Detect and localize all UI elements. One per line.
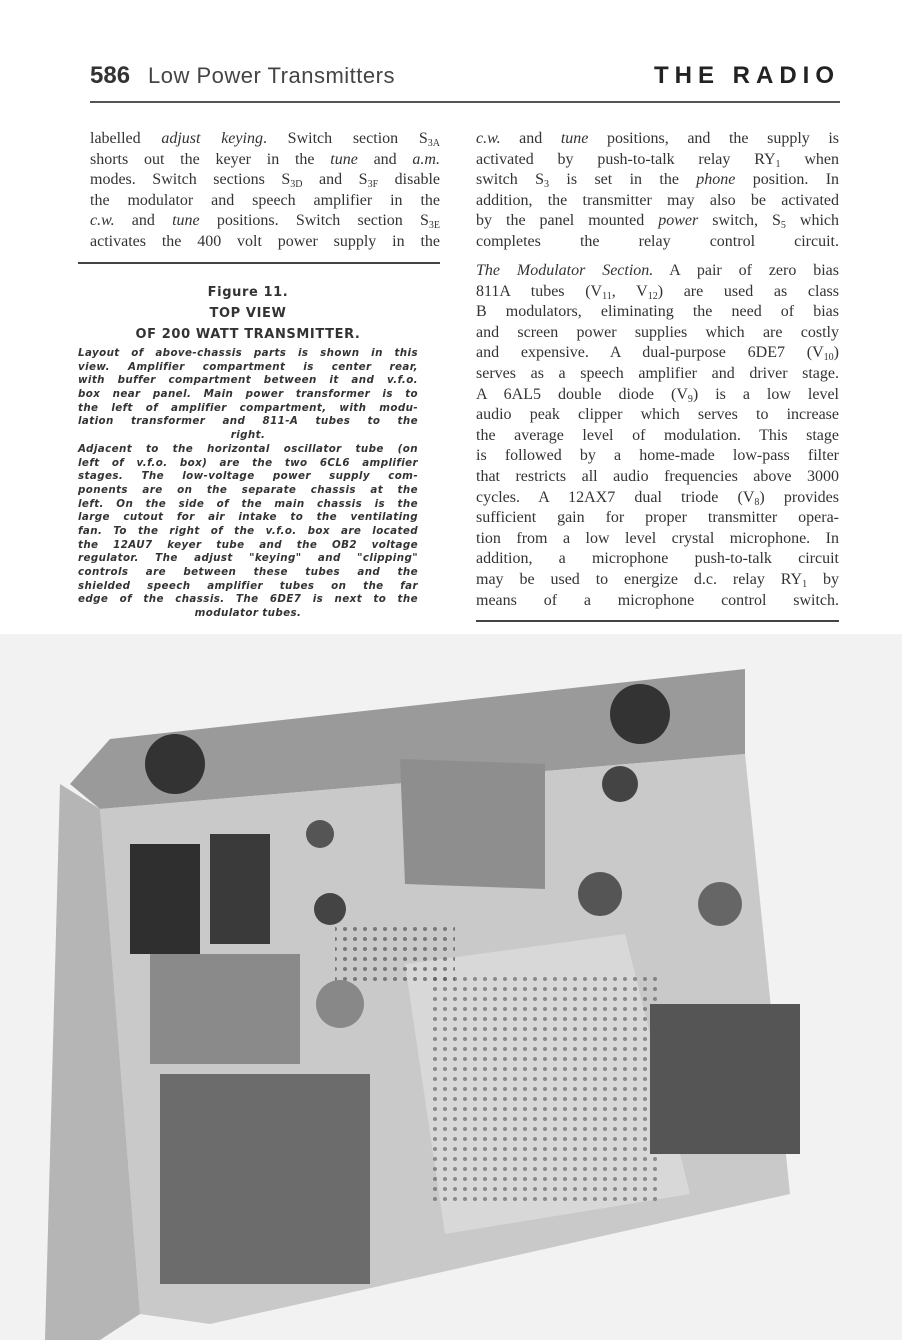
caption-line: the 12AU7 keyer tube and the OB2 voltage xyxy=(78,538,418,551)
caption-line: modulator tubes. xyxy=(194,607,302,620)
figure-title-1: TOP VIEW xyxy=(209,306,287,321)
text-line xyxy=(476,591,839,612)
text-run: activated by push-to-talk relay RY xyxy=(476,150,776,168)
caption-top-rule xyxy=(78,262,440,264)
text-line xyxy=(476,405,839,426)
perforation-pattern xyxy=(430,974,660,1204)
subscript: 11 xyxy=(602,290,612,302)
text-run: and xyxy=(500,130,561,147)
text-run: power xyxy=(658,212,699,230)
text-run: ) xyxy=(833,344,839,362)
text-run: by xyxy=(807,570,840,588)
text-line xyxy=(476,488,839,509)
text-line xyxy=(476,426,839,447)
text-run: disable xyxy=(378,171,440,189)
caption-line: view. Amplifier compartment is center rear, xyxy=(78,360,418,373)
text-line xyxy=(476,446,839,467)
caption-line: stages. The low-voltage power supply com- xyxy=(78,470,418,483)
choke-2 xyxy=(210,834,270,944)
subscript: 8 xyxy=(754,496,760,508)
transmitter-top-view-photo xyxy=(0,634,902,1340)
text-line xyxy=(476,232,839,253)
text-run: and xyxy=(357,150,413,168)
text-line xyxy=(476,150,839,171)
right-column-para-2 xyxy=(476,261,839,611)
text-run: adjust keying xyxy=(161,130,263,147)
text-run: cycles. A 12AX7 dual triode (V xyxy=(476,488,755,506)
text-run: switch S xyxy=(476,171,545,189)
text-run: labelled xyxy=(90,130,162,147)
text-line xyxy=(476,211,839,232)
text-line xyxy=(90,129,440,150)
caption-line: box near panel. Main power transformer is to xyxy=(78,388,418,401)
subscript: 3E xyxy=(428,220,440,232)
caption-line: Adjacent to the horizontal oscillator tube (on xyxy=(78,442,418,455)
text-run: and xyxy=(114,212,173,230)
text-line xyxy=(476,529,839,550)
caption-body xyxy=(78,347,418,621)
text-run: is set in the xyxy=(549,171,697,189)
text-run: activates the 400 volt power supply in the xyxy=(90,232,440,250)
text-run: ) are used as class xyxy=(657,282,840,300)
text-run: ) provides xyxy=(759,488,839,506)
text-run: audio peak clipper which serves to increase xyxy=(476,406,839,424)
text-run: positions. Switch section S xyxy=(199,212,429,230)
text-run: completes the relay control circuit. xyxy=(476,232,839,250)
text-run: tune xyxy=(172,212,200,230)
text-run: The Modulator Section. xyxy=(476,262,654,279)
panel-meter xyxy=(610,684,670,744)
text-line xyxy=(476,570,839,591)
caption-line: regulator. The adjust "keying" and "clipping" xyxy=(78,552,418,565)
small-perforated-box xyxy=(335,924,455,984)
text-run: means of a microphone control switch. xyxy=(476,591,839,609)
text-run: may be used to energize d.c. relay RY xyxy=(476,570,803,588)
text-run: that restricts all audio frequencies above 3000 xyxy=(476,467,839,485)
caption-line: left. On the side of the main chassis is the xyxy=(78,497,418,510)
figure-caption xyxy=(78,282,418,621)
text-run: by the panel mounted xyxy=(476,212,659,230)
text-run: c.w. xyxy=(476,130,501,147)
text-run: A 6AL5 double diode (V xyxy=(476,385,688,403)
text-line xyxy=(90,191,440,212)
header-rule xyxy=(90,101,840,103)
column-end-rule xyxy=(476,620,839,622)
text-run: and screen power supplies which are costly xyxy=(476,323,839,341)
caption-line: lation transformer and 811-A tubes to the xyxy=(78,415,418,428)
text-line xyxy=(476,364,839,385)
caption-line: controls are between these tubes and the xyxy=(78,566,418,578)
choke-1 xyxy=(130,844,200,954)
tube xyxy=(306,820,334,848)
text-line xyxy=(476,261,839,282)
text-line xyxy=(476,343,839,364)
main-power-transformer xyxy=(160,1074,370,1284)
text-line xyxy=(476,129,839,150)
text-run: tune xyxy=(560,130,589,147)
left-column-text xyxy=(90,129,440,253)
text-line xyxy=(476,467,839,488)
publication-title: THE RADIO xyxy=(654,62,840,89)
subscript: 1 xyxy=(802,578,808,590)
text-line xyxy=(476,508,839,529)
text-line xyxy=(90,150,440,171)
subscript: 12 xyxy=(647,290,658,302)
text-line xyxy=(476,549,839,570)
text-line xyxy=(90,211,440,232)
vfo-box xyxy=(400,759,545,889)
text-run: a.m. xyxy=(412,150,440,168)
text-line xyxy=(476,170,839,191)
figure-title-2: OF 200 WATT TRANSMITTER. xyxy=(135,327,361,342)
caption-line: shielded speech amplifier tubes on the far xyxy=(78,579,418,592)
text-run: shorts out the keyer in the xyxy=(90,150,331,168)
text-line xyxy=(476,385,839,406)
text-line xyxy=(476,282,839,303)
filter-transformer xyxy=(150,954,300,1064)
caption-line: fan. To the right of the v.f.o. box are located xyxy=(78,524,418,537)
tube xyxy=(602,766,638,802)
text-line xyxy=(476,191,839,212)
subscript: 1 xyxy=(775,158,781,170)
text-line xyxy=(90,170,440,191)
panel-meter xyxy=(145,734,205,794)
text-run: is followed by a home-made low-pass filter xyxy=(476,447,839,465)
subscript: 3A xyxy=(427,138,440,149)
caption-line: right. xyxy=(230,429,266,442)
figure-number: Figure 11. xyxy=(207,285,289,300)
text-run: ) is a low level xyxy=(692,385,839,403)
text-run: position. In xyxy=(735,171,840,189)
text-run: A pair of zero bias xyxy=(653,262,840,279)
text-line xyxy=(90,232,440,253)
caption-line: with buffer compartment between it and v.f.o. xyxy=(78,374,418,387)
subscript: 3F xyxy=(367,179,379,191)
text-run: phone xyxy=(696,171,736,189)
text-run: 811A tubes (V xyxy=(476,282,603,300)
caption-line: left of v.f.o. box) are the two 6CL6 amplifier xyxy=(78,456,418,469)
text-run: serves as a speech amplifier and driver stage. xyxy=(476,364,839,382)
subscript: 5 xyxy=(780,220,786,232)
text-run: when xyxy=(780,150,839,168)
page-number: 586 xyxy=(90,62,131,89)
page-header xyxy=(90,62,840,98)
text-run: c.w. xyxy=(90,212,115,230)
modulation-transformer xyxy=(650,1004,800,1154)
caption-line: large cutout for air intake to the ventilating xyxy=(78,511,418,524)
tube xyxy=(698,882,742,926)
text-run: . Switch section S xyxy=(262,130,428,147)
tube xyxy=(314,893,346,925)
caption-line: Layout of above-chassis parts is shown in this xyxy=(78,347,418,359)
text-run: , V xyxy=(611,282,648,300)
text-run: switch, S xyxy=(698,212,781,230)
text-run: the modulator and speech amplifier in the xyxy=(90,191,440,209)
subscript: 3 xyxy=(544,179,550,191)
text-run: addition, the transmitter may also be activated xyxy=(476,191,839,209)
text-run: modes. Switch sections S xyxy=(90,171,291,189)
subscript: 10 xyxy=(823,352,834,364)
text-run: tion from a low level crystal microphone. In xyxy=(476,529,839,547)
caption-line: edge of the chassis. The 6DE7 is next to the xyxy=(78,593,418,606)
subscript: 3D xyxy=(290,179,303,191)
text-run: sufficient gain for proper transmitter opera- xyxy=(476,509,839,527)
control-knob xyxy=(316,980,364,1028)
text-run: the average level of modulation. This stage xyxy=(476,426,839,444)
text-run: and S xyxy=(302,171,368,189)
text-line xyxy=(476,302,839,323)
text-line xyxy=(476,323,839,344)
text-run: positions, and the supply is xyxy=(588,130,840,147)
caption-line: the left of amplifier compartment, with modu- xyxy=(78,401,418,414)
text-run: which xyxy=(785,212,840,230)
text-run: addition, a microphone push-to-talk circuit xyxy=(476,550,839,568)
tube xyxy=(578,872,622,916)
text-run: and expensive. A dual-purpose 6DE7 (V xyxy=(476,344,824,362)
section-title: Low Power Transmitters xyxy=(148,63,395,88)
subscript: 9 xyxy=(687,393,693,405)
text-run: B modulators, eliminating the need of bias xyxy=(476,303,839,321)
right-column-para-1 xyxy=(476,129,839,253)
caption-line: ponents are on the separate chassis at the xyxy=(78,483,418,496)
text-run: tune xyxy=(330,150,358,168)
